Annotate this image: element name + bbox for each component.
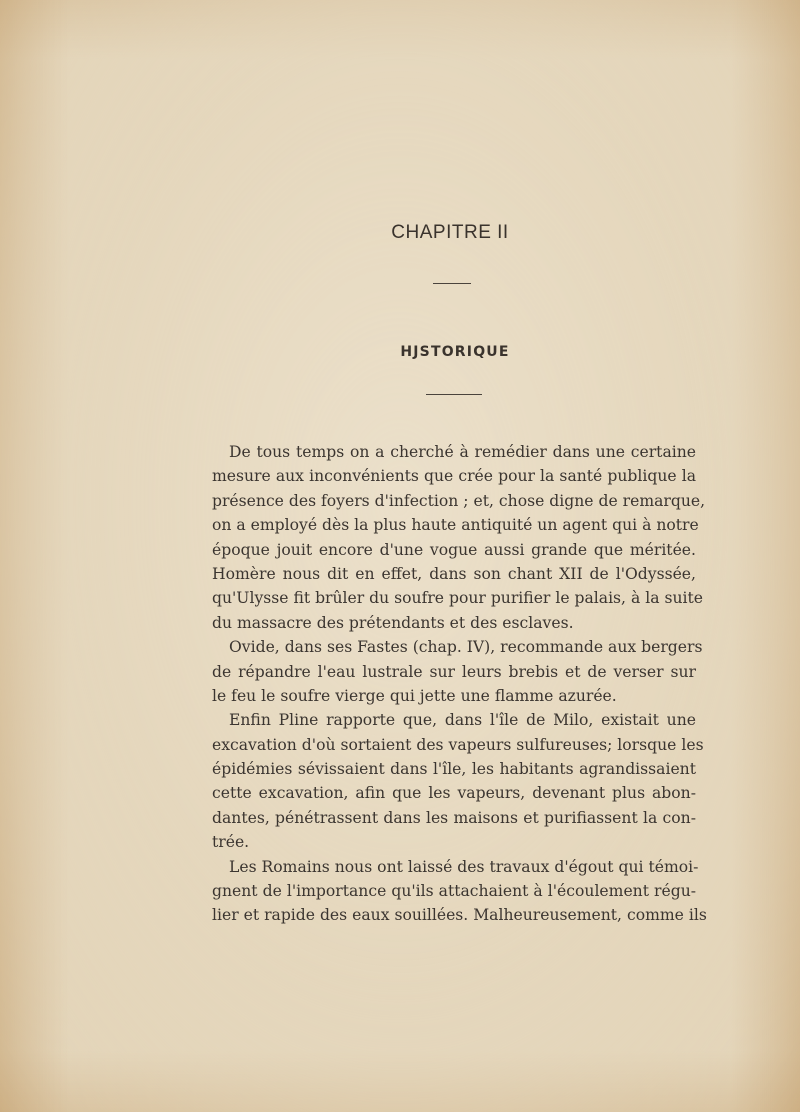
text-line: le feu le soufre vierge qui jette une flamme azurée. <box>212 686 617 705</box>
text-line: Enfin Pline rapporte que, dans l'île de Milo, existait une <box>229 711 696 730</box>
text-line: lier et rapide des eaux souillées. Malheureusement, comme ils <box>212 906 707 925</box>
section-rule <box>426 394 482 395</box>
text-line: Homère nous dit en effet, dans son chant XII de l'Odyssée, <box>212 564 696 583</box>
text-line: Les Romains nous ont laissé des travaux d'égout qui témoi- <box>229 857 699 876</box>
text-line: qu'Ulysse fit brûler du soufre pour purifier le palais, à la suite <box>212 589 703 608</box>
text-line: De tous temps on a cherché à remédier dans une certaine <box>229 443 696 461</box>
body-text <box>212 440 707 928</box>
text-line: de répandre l'eau lustrale sur leurs brebis et de verser sur <box>212 662 696 681</box>
chapter-heading: CHAPITRE II <box>391 222 509 243</box>
section-title: HJSTORIQUE <box>400 344 510 360</box>
text-line: cette excavation, afin que les vapeurs, devenant plus abon- <box>212 784 696 803</box>
text-line: mesure aux inconvénients que crée pour la santé publique la <box>212 467 696 486</box>
text-line: trée. <box>212 833 250 852</box>
text-line: Ovide, dans ses Fastes (chap. IV), recommande aux bergers <box>229 638 703 657</box>
text-line: excavation d'où sortaient des vapeurs sulfureuses; lorsque les <box>212 735 704 754</box>
text-line: du massacre des prétendants et des esclaves. <box>212 613 574 632</box>
text-line: dantes, pénétrassent dans les maisons et purifiassent la con- <box>212 808 696 827</box>
text-line: gnent de l'importance qu'ils attachaient à l'écoulement régu- <box>212 882 696 901</box>
text-line: on a employé dès la plus haute antiquité un agent qui à notre <box>212 516 699 535</box>
heading-rule <box>433 283 471 284</box>
text-line: présence des foyers d'infection ; et, chose digne de remarque, <box>212 491 706 510</box>
text-line: époque jouit encore d'une vogue aussi grande que méritée. <box>212 540 696 559</box>
text-line: épidémies sévissaient dans l'île, les habitants agrandissaient <box>212 760 696 779</box>
